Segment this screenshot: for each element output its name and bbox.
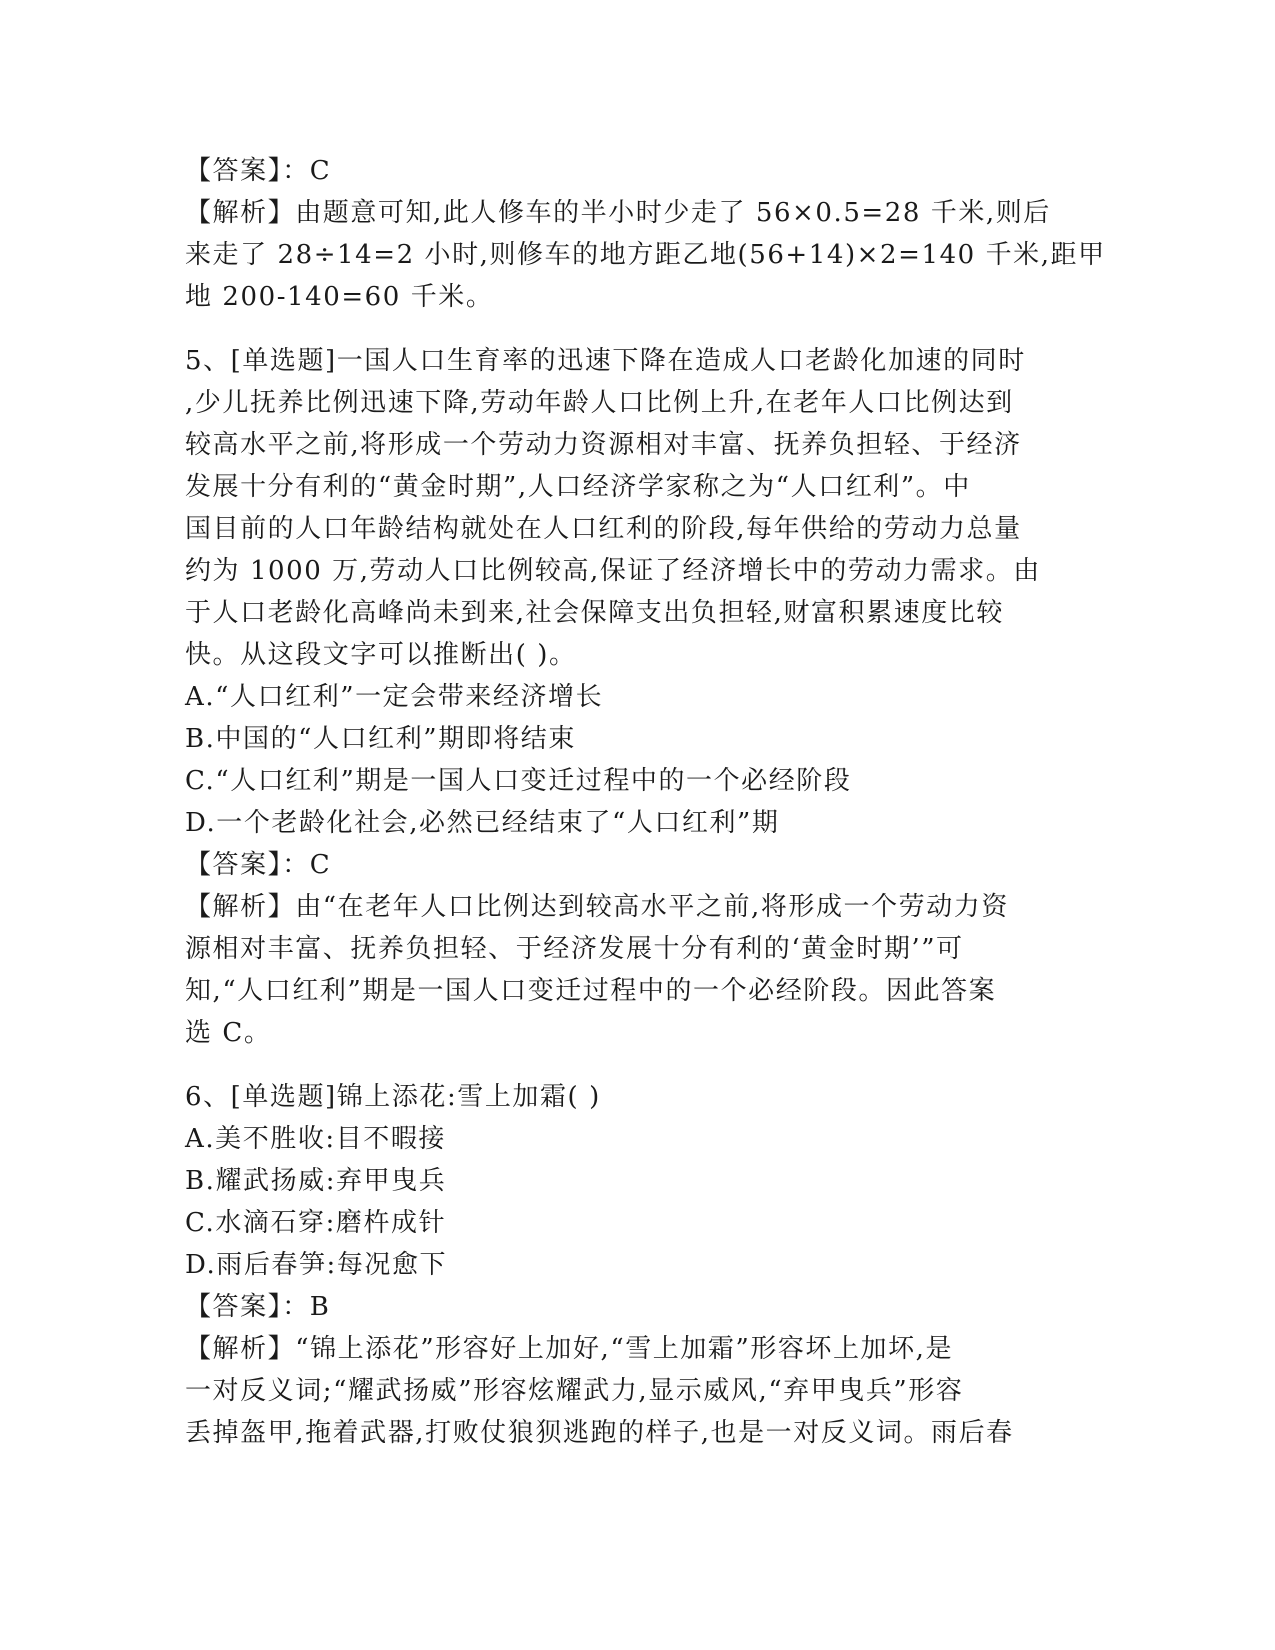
answer-line: 【答案】：C bbox=[185, 156, 332, 186]
option-c: C.水滴石穿:磨杵成针 bbox=[185, 1208, 447, 1238]
document-body bbox=[185, 150, 1106, 1454]
option-a: A.“人口红利”一定会带来经济增长 bbox=[185, 682, 604, 712]
spacer bbox=[185, 318, 1085, 340]
explanation-line: 来走了 28÷14=2 小时,则修车的地方距乙地(56+14)×2=140 千米,距甲 bbox=[185, 240, 1106, 270]
explanation-line: 丢掉盔甲,拖着武器,打败仗狼狈逃跑的样子,也是一对反义词。雨后春 bbox=[185, 1418, 1014, 1448]
question-6-options bbox=[185, 1118, 1085, 1286]
stem-line: 于人口老龄化高峰尚未到来,社会保障支出负担轻,财富积累速度比较 bbox=[185, 598, 1004, 628]
explanation-line: 一对反义词;“耀武扬威”形容炫耀武力,显示威风,“弃甲曳兵”形容 bbox=[185, 1376, 964, 1406]
explanation-line: 知,“人口红利”期是一国人口变迁过程中的一个必经阶段。因此答案 bbox=[185, 976, 997, 1006]
question-6-explanation bbox=[185, 1328, 1085, 1454]
explanation-line: 源相对丰富、抚养负担轻、于经济发展十分有利的‘黄金时期’”可 bbox=[185, 934, 964, 964]
option-b: B.耀武扬威:弃甲曳兵 bbox=[185, 1166, 447, 1196]
explanation-line: 地 200-140=60 千米。 bbox=[185, 282, 494, 312]
option-a: A.美不胜收:目不暇接 bbox=[185, 1124, 446, 1154]
option-c: C.“人口红利”期是一国人口变迁过程中的一个必经阶段 bbox=[185, 766, 852, 796]
prev-question-explanation bbox=[185, 192, 1106, 318]
question-6-stem bbox=[185, 1076, 1085, 1118]
explanation-line: 【解析】由题意可知,此人修车的半小时少走了 56×0.5=28 千米,则后 bbox=[185, 198, 1051, 228]
question-5 bbox=[185, 340, 1085, 1054]
question-6-answer: 【答案】：B bbox=[185, 1292, 331, 1322]
stem-line: 较高水平之前,将形成一个劳动力资源相对丰富、抚养负担轻、于经济 bbox=[185, 430, 1022, 460]
stem-line: ,少儿抚养比例迅速下降,劳动年龄人口比例上升,在老年人口比例达到 bbox=[185, 388, 1014, 418]
stem-line: 快。从这段文字可以推断出( )。 bbox=[185, 640, 577, 670]
question-6 bbox=[185, 1076, 1085, 1454]
stem-line: 5、[单选题]一国人口生育率的迅速下降在造成人口老龄化加速的同时 bbox=[185, 346, 1026, 376]
question-5-answer: 【答案】：C bbox=[185, 850, 332, 880]
explanation-line: 选 C。 bbox=[185, 1018, 272, 1048]
stem-line: 约为 1000 万,劳动人口比例较高,保证了经济增长中的劳动力需求。由 bbox=[185, 556, 1041, 586]
spacer bbox=[185, 1054, 1085, 1076]
option-d: D.一个老龄化社会,必然已经结束了“人口红利”期 bbox=[185, 808, 780, 838]
explanation-line: 【解析】由“在老年人口比例达到较高水平之前,将形成一个劳动力资 bbox=[185, 892, 1009, 922]
question-5-options bbox=[185, 676, 1085, 844]
prev-question-answer-section bbox=[185, 150, 1085, 192]
option-d: D.雨后春笋:每况愈下 bbox=[185, 1250, 448, 1280]
explanation-line: 【解析】“锦上添花”形容好上加好,“雪上加霜”形容坏上加坏,是 bbox=[185, 1334, 954, 1364]
question-5-explanation bbox=[185, 886, 1085, 1054]
question-5-stem bbox=[185, 340, 1085, 676]
stem-line: 国目前的人口年龄结构就处在人口红利的阶段,每年供给的劳动力总量 bbox=[185, 514, 1022, 544]
stem-line: 6、[单选题]锦上添花:雪上加霜( ) bbox=[185, 1082, 601, 1112]
option-b: B.中国的“人口红利”期即将结束 bbox=[185, 724, 576, 754]
stem-line: 发展十分有利的“黄金时期”,人口经济学家称之为“人口红利”。中 bbox=[185, 472, 971, 502]
